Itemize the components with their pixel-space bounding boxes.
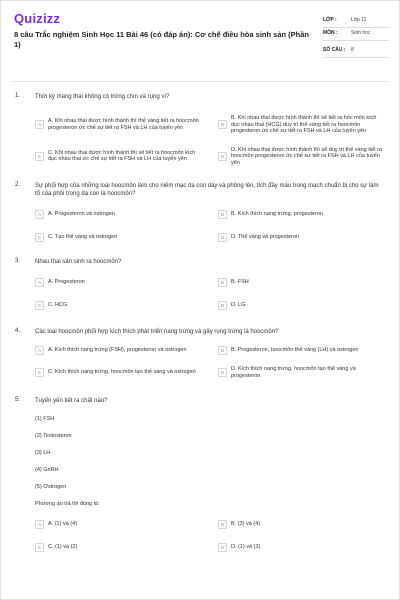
statement: (3) LH	[35, 450, 51, 456]
option-letter: D	[218, 301, 227, 310]
option-text: A. Progesteron và ostrogen	[48, 211, 115, 218]
option-text: B. Kích thích nang trứng, progesteron	[231, 211, 324, 218]
option-text: D. Khi nhau thai được hình thành thì sẽ duy trì thể vàng tiết ra hoocmôn progesteron ức chế sự tiết ra FSH và LH của tuyến yên	[231, 146, 382, 166]
option-grid	[35, 115, 385, 166]
option-grid	[35, 278, 385, 310]
option-grid	[35, 520, 385, 552]
question-text: Nhau thai sản sinh ra hoocmôn?	[35, 259, 122, 265]
meta-key: SỐ CÂU :	[323, 47, 346, 53]
option-d[interactable]	[218, 543, 385, 552]
option-text: B. Khi nhau thai được hình thành thì sẽ tiết ra hóc môn kích dục nhau thai (HCG) duy trì thể vàng tiết ra hoocmôn progesteron ức chế sự tiết ra FSH và LH của tuyến yên	[231, 115, 377, 134]
question-1	[1, 93, 400, 166]
option-text: C. HCG	[48, 302, 68, 309]
meta-key: LỚP :	[323, 17, 337, 23]
option-text: B. FSH	[231, 279, 249, 286]
option-text: A. Progesteron	[48, 279, 85, 286]
option-text: C. Kích thích nang trứng, hoocmôn tạo thể vàng và ostrogen	[48, 369, 196, 376]
option-a[interactable]	[35, 278, 202, 287]
option-text: A. Kích thích nang trứng (FSH), progesteron và ostrogen	[48, 347, 187, 354]
option-letter: B	[218, 520, 227, 529]
option-d[interactable]	[218, 233, 385, 242]
option-c[interactable]	[35, 301, 202, 310]
option-a[interactable]	[35, 210, 202, 219]
option-c[interactable]	[35, 147, 202, 167]
option-a[interactable]	[35, 346, 202, 355]
option-letter: A	[35, 120, 44, 129]
option-letter: D	[218, 233, 227, 242]
worksheet-header	[1, 1, 399, 77]
option-letter: B	[218, 210, 227, 219]
header-divider	[11, 81, 389, 82]
meta-row-count	[323, 45, 389, 58]
option-letter: C	[35, 233, 44, 242]
statement: (2) Testosteron	[35, 433, 72, 439]
meta-value: Lớp 11	[351, 17, 367, 23]
question-text: Sự phối hợp của những loại hoocmôn làm cho niêm mạc dạ con dày và phồng lên, tích đầy máu trong mạch chuẩn bị cho sự làm tổ của phôi trong dạ con là hoocmôn?	[35, 183, 379, 197]
option-text: D. LG	[231, 302, 246, 309]
option-letter: C	[35, 368, 44, 377]
option-text: C. Tạo thể vàng và ostrogen	[48, 234, 118, 241]
option-d[interactable]	[218, 147, 385, 167]
option-letter: B	[218, 120, 227, 129]
option-text: A. (1) và (4)	[48, 521, 78, 528]
option-c[interactable]	[35, 233, 202, 242]
option-letter: C	[35, 152, 44, 161]
option-d[interactable]	[218, 366, 385, 379]
question-list	[1, 87, 400, 552]
option-letter: B	[218, 346, 227, 355]
option-letter: B	[218, 278, 227, 287]
option-text: C. Khi nhau thai được hình thành thì sẽ tiết ra hoocmôn kích dục nhau thai ức chế sự tiết ra FSH và LH của tuyến yên	[48, 149, 196, 163]
option-letter: A	[35, 346, 44, 355]
option-a[interactable]	[35, 115, 202, 135]
option-letter: A	[35, 520, 44, 529]
question-number: 1.	[15, 93, 21, 99]
option-letter: D	[218, 152, 227, 161]
meta-key: MÔN :	[323, 30, 338, 36]
option-b[interactable]	[218, 520, 385, 529]
meta-value: Sinh học	[351, 30, 371, 36]
statement: (5) Ơstrogen	[35, 484, 67, 490]
option-b[interactable]	[218, 346, 385, 355]
question-text: Các loại hoocmôn phối hợp kích thích phát triển nang trứng và gây rụng trứng là hoocmôn?	[35, 329, 279, 335]
option-letter: C	[35, 543, 44, 552]
question-2	[1, 182, 400, 242]
meta-row-grade	[323, 15, 389, 28]
option-d[interactable]	[218, 301, 385, 310]
statement: (4) GnRH	[35, 467, 59, 473]
quizizz-logo: Quizizz	[14, 11, 61, 26]
question-text: Tuyến yên tiết ra chất nào?	[35, 398, 108, 404]
question-number: 5.	[15, 397, 21, 403]
meta-row-subject	[323, 28, 389, 41]
page-title: 8 câu Trắc nghiệm Sinh Học 11 Bài 46 (có đáp án): Cơ chế điều hòa sinh sản (Phần 1)	[14, 30, 309, 49]
option-letter: A	[35, 278, 44, 287]
statement: (1) FSH	[35, 416, 55, 422]
question-3	[1, 258, 400, 310]
option-text: D. (1) và (3)	[231, 544, 261, 551]
option-text: D. Thể vàng và progesteron	[231, 234, 300, 241]
question-number: 4.	[15, 328, 21, 334]
option-c[interactable]	[35, 366, 202, 379]
option-text: A. Khi nhau thai được hình thành thì thể vàng tiết ra hoocmôn progesteron ức chế sự tiết ra FSH và LH của tuyến yên	[48, 118, 199, 131]
option-letter: A	[35, 210, 44, 219]
question-number: 2.	[15, 182, 21, 188]
option-b[interactable]	[218, 210, 385, 219]
option-text: C. (1) và (2)	[48, 544, 78, 551]
question-4	[1, 328, 400, 379]
option-grid	[35, 210, 385, 242]
option-letter: D	[218, 368, 227, 377]
answer-prompt: Phương án trả lời đúng là:	[35, 501, 100, 507]
option-letter: C	[35, 301, 44, 310]
statement-list	[35, 416, 385, 508]
question-5	[1, 397, 400, 552]
option-b[interactable]	[218, 115, 385, 135]
option-letter: D	[218, 543, 227, 552]
option-text: B. Progesteron, hoocmôn thể vàng (LH) và ostrogen	[231, 347, 359, 354]
question-text: Thời kỳ mang thai không có trứng chín và rụng vì?	[35, 94, 170, 100]
option-a[interactable]	[35, 520, 202, 529]
meta-value: 8	[351, 47, 354, 53]
question-number: 3.	[15, 258, 21, 264]
option-text: B. (3) và (4)	[231, 521, 261, 528]
option-text: D. Kích thích nang trứng, hoocmôn tạo thể vàng và progesteron	[231, 366, 356, 379]
option-b[interactable]	[218, 278, 385, 287]
option-grid	[35, 346, 385, 379]
meta-table	[323, 15, 389, 58]
option-c[interactable]	[35, 543, 202, 552]
